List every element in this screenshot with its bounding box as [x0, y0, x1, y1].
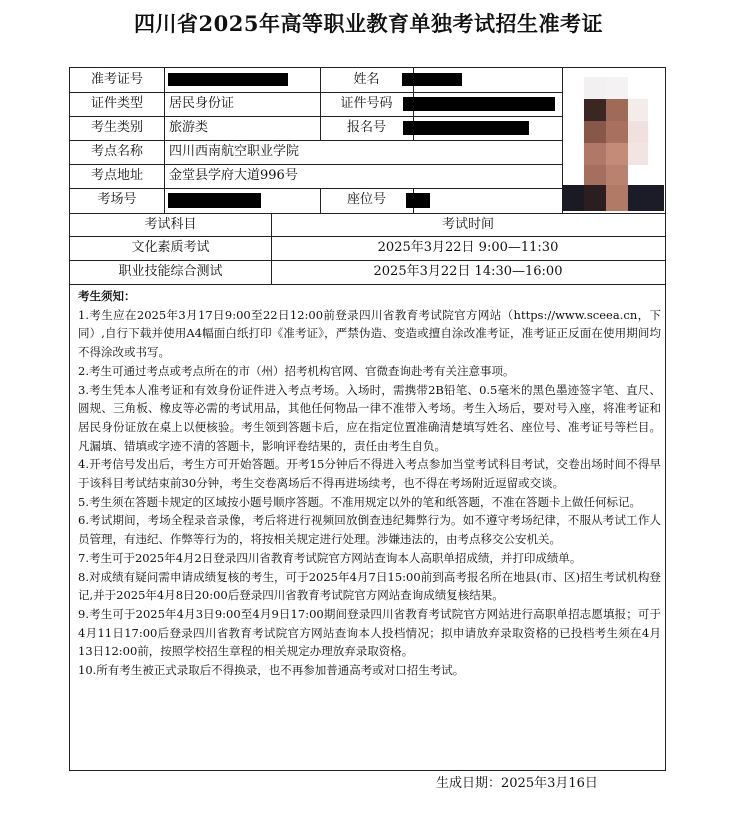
note-item: 7.考生可于2025年4月2日登录四川省教育考试院官方网站查询本人高职单招成绩，并打印成绩单。: [78, 550, 582, 565]
id-no-redaction: [403, 97, 555, 111]
note-item: 4.开考信号发出后，考生方可开始答题。开考15分钟后不得进入考点参加当堂考试科目考试，交卷出场时间不得早于该科目考试结束前30分钟，考生交卷离场后不得再进场续考，也不得在考场附近逗留或交谈。: [78, 457, 661, 491]
category-label: 考生类别: [90, 120, 143, 135]
note-item: 5.考生须在答题卡规定的区域按小题号顺序答题。不准用规定以外的笔和纸答题，不准在答题卡上做任何标记。: [78, 494, 641, 509]
note-item: 8.对成绩有疑问需申请成绩复核的考生，可于2025年4月7日15:00前到高考报名所在地县(市、区)招生考试机构登记,并于2025年4月8日20:00后登录四川省教育考试院官方网站查询成绩复核结果。: [78, 569, 661, 603]
seat-no-label: 座位号: [346, 192, 386, 207]
candidate-photo: [562, 71, 664, 213]
note-item: 10.所有考生被正式录取后不得换录，也不再参加普通高考或对口招生考试。: [78, 663, 465, 678]
time-header: 考试时间: [441, 217, 494, 232]
note-item: 6.考试期间，考场全程录音录像，考后将进行视频回放倒查违纪舞弊行为。如不遵守考场纪律，不服从考试工作人员管理，有违纪、作弊等行为的，将按相关规定进行处理。涉嫌违法的，由考点移交公安机关。: [78, 513, 661, 547]
note-item: 2.考生可通过考点或考点所在的市（州）招考机构官网、官微查询赴考有关注意事项。: [78, 363, 515, 378]
admission-no-redaction: [168, 73, 288, 86]
notes-heading: 考生须知：: [78, 289, 136, 303]
schedule-time: 2025年3月22日 14:30—16:00: [373, 264, 563, 279]
generation-date: 生成日期：2025年3月16日: [436, 776, 598, 791]
site-name-label: 考点名称: [90, 144, 143, 159]
site-address-value: 金堂县学府大道996号: [169, 168, 298, 183]
note-item: 9.考生可于2025年4月3日9:00至4月9日17:00期间登录四川省教育考试院官方网站进行高职单招志愿填报；可于4月11日17:00后登录四川省教育考试院官方网站查询本人投档情况；拟申请放弃录取资格的已投档考生须在4月13日12:00前，按照学校招生章程的相关规定办理放弃录取资格。: [78, 606, 661, 659]
site-name-value: 四川西南航空职业学院: [169, 144, 300, 159]
schedule-time: 2025年3月22日 9:00—11:30: [377, 240, 559, 255]
page-title: 四川省2025年高等职业教育单独考试招生准考证: [134, 11, 603, 36]
note-item: 3.考生凭本人准考证和有效身份证件进入考点考场。入场时，需携带2B铅笔、0.5毫米的黑色墨迹签字笔、直尺、圆规、三角板、橡皮等必需的考试用品，其他任何物品一律不准带入考场。考生入场后，要对号入座，将准考证和居民身份证放在桌上以便核验。考生领到答题卡后，应在指定位置准确清楚填写姓名、座位号、准考证号等栏目。凡漏填、错填或字迹不清的答题卡，影响评卷结果的，责任由考生自负。: [78, 382, 661, 453]
reg-no-redaction: [403, 121, 529, 135]
reg-no-label: 报名号: [346, 120, 386, 135]
id-type-value: 居民身份证: [169, 96, 235, 111]
site-address-label: 考点地址: [90, 168, 143, 183]
room-no-redaction: [168, 193, 261, 208]
admission-no-label: 准考证号: [90, 72, 143, 87]
name-redaction: [402, 73, 462, 86]
candidate-notes: [78, 287, 661, 680]
schedule-subject: 职业技能综合测试: [118, 264, 223, 279]
id-type-label: 证件类型: [90, 96, 143, 111]
note-item: 1.考生应在2025年3月17日9:00至22日12:00前登录四川省教育考试院官方网站（https://www.sceea.cn，下同）,自行下载并使用A4幅面白纸打印《准考证》，严禁伪造、变造或擅自涂改准考证，准考证正反面在使用期间均不得涂改或书写。: [78, 307, 661, 360]
admission-ticket: [69, 67, 666, 771]
seat-no-redaction: [406, 193, 430, 208]
name-label: 姓名: [353, 72, 380, 87]
id-no-label: 证件号码: [340, 96, 393, 111]
subject-header: 考试科目: [144, 217, 197, 232]
schedule-subject: 文化素质考试: [131, 240, 210, 255]
category-value: 旅游类: [169, 120, 209, 135]
room-no-label: 考场号: [97, 192, 137, 207]
